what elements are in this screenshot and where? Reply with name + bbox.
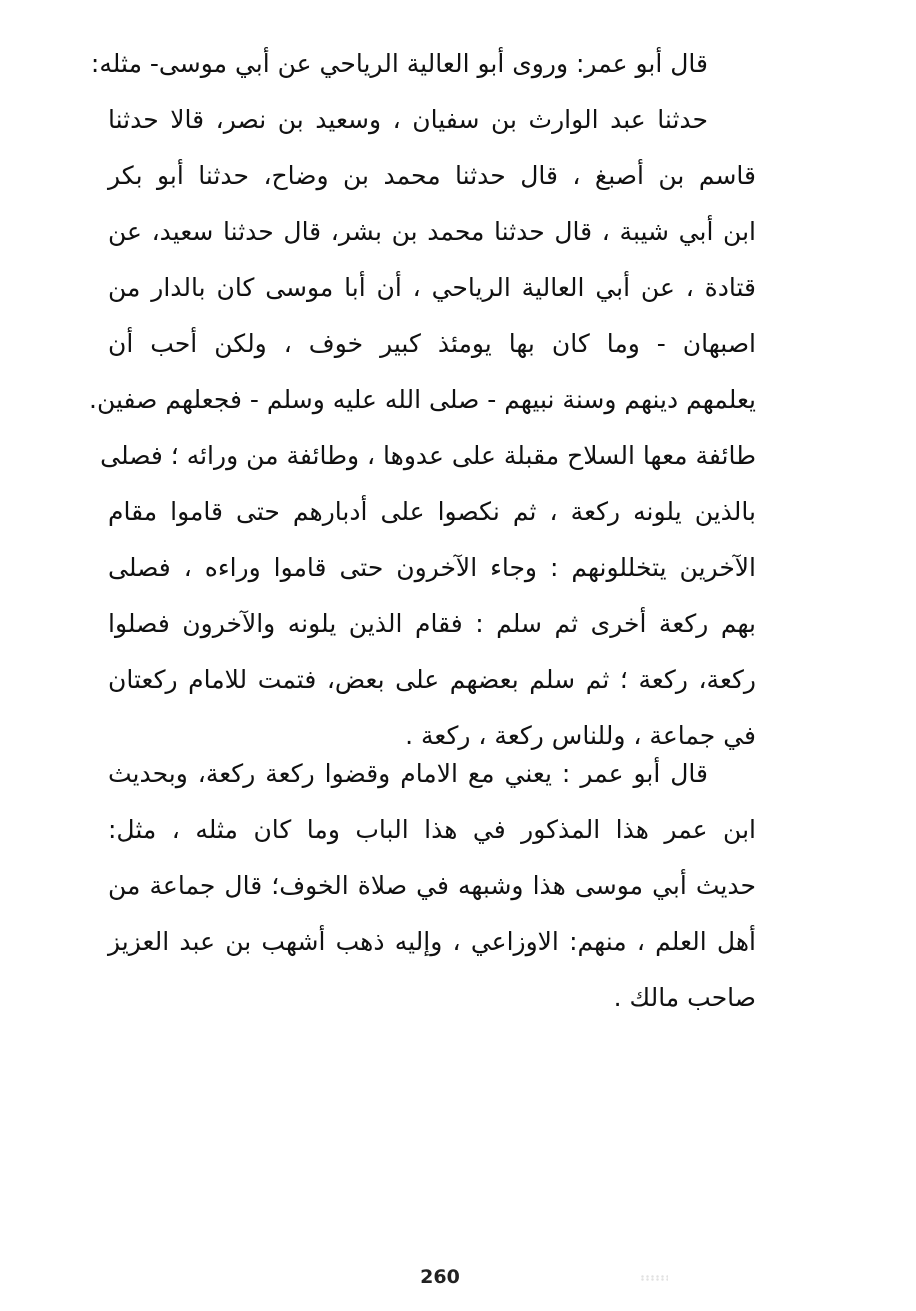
text-line: يعلمهم دينهم وسنة نبيهم - صلى الله عليه وسلم - فجعلهم صفين.: [89, 385, 756, 414]
text-line: الآخرين يتخللونهم : وجاء الآخرون حتى قاموا وراءه ، فصلى: [108, 553, 756, 582]
text-line: في جماعة ، وللناس ركعة ، ركعة .: [405, 721, 756, 750]
text-line: ابن عمر هذا المذكور في هذا الباب وما كان مثله ، مثل:: [108, 815, 756, 844]
text-line: بالذين يلونه ركعة ، ثم نكصوا على أدبارهم حتى قاموا مقام: [108, 497, 756, 526]
text-line: صاحب مالك .: [613, 983, 756, 1012]
text-line: قال أبو عمر: وروى أبو العالية الرياحي عن أبي موسى- مثله:: [90, 49, 708, 78]
text-line: طائفة معها السلاح مقبلة على عدوها ، وطائفة من ورائه ؛ فصلى: [100, 441, 756, 470]
text-line: حدثنا عبد الوارث بن سفيان ، وسعيد بن نصر، قالا حدثنا: [108, 105, 708, 134]
text-line: بهم ركعة أخرى ثم سلم : فقام الذين يلونه والآخرون فصلوا: [108, 609, 756, 638]
text-line: ركعة، ركعة ؛ ثم سلم بعضهم على بعض، فتمت للامام ركعتان: [108, 665, 756, 694]
page-number: 260: [420, 1266, 460, 1288]
text-line: قال أبو عمر : يعني مع الامام وقضوا ركعة ركعة، وبحديث: [108, 759, 708, 788]
text-line: قاسم بن أصبغ ، قال حدثنا محمد بن وضاح، حدثنا أبو بكر: [108, 161, 756, 190]
scan-speck: [640, 1275, 668, 1281]
text-line: أهل العلم ، منهم: الاوزاعي ، وإليه ذهب أشهب بن عبد العزيز: [108, 927, 756, 956]
paragraph-1: [89, 36, 756, 764]
text-line: ابن أبي شيبة ، قال حدثنا محمد بن بشر، قال حدثنا سعيد، عن: [108, 217, 756, 246]
paragraph-2: [108, 746, 756, 1026]
text-line: حديث أبي موسى هذا وشبهه في صلاة الخوف؛ قال جماعة من: [108, 871, 756, 900]
text-line: قتادة ، عن أبي العالية الرياحي ، أن أبا موسى كان بالدار من: [108, 273, 756, 302]
text-line: اصبهان - وما كان بها يومئذ كبير خوف ، ولكن أحب أن: [108, 329, 756, 358]
